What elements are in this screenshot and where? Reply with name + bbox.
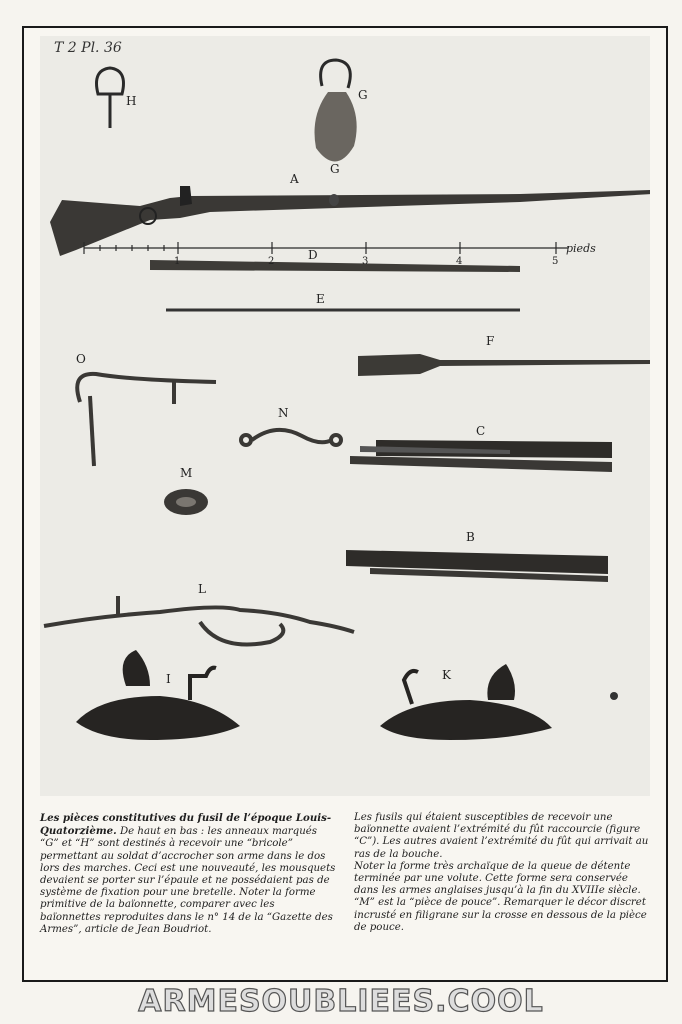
- thumb-plate-m: [164, 489, 208, 515]
- caption-right-paragraph-3: “M” est la “pièce de pouce”. Remarquer le décor discret incrusté en filigrane sur la crosse en dessous de la pièce de pouce.: [354, 897, 647, 933]
- scale-tick-2: 2: [268, 256, 275, 267]
- plate-reference: T 2 Pl. 36: [54, 40, 122, 56]
- forestock-c: [350, 440, 612, 472]
- magazine-page: [22, 26, 668, 982]
- caption-right-column: [354, 812, 650, 970]
- lock-i: [76, 650, 240, 740]
- caption-right-paragraph-1: Les fusils qui étaient susceptibles de recevoir une baïonnette avaient l’extrémité du fût raccourcie (figure “C”). Les autres avaient l’extrémité du fût qui arrivait au ras de la bouche.: [354, 812, 649, 860]
- label-h: H: [126, 94, 137, 108]
- label-g-on-musket: G: [330, 162, 340, 176]
- scale-tick-5: 5: [552, 256, 559, 267]
- swivel-n: [241, 430, 341, 445]
- lock-k: [380, 664, 552, 740]
- forestock-b: [346, 550, 608, 582]
- label-o: O: [76, 352, 86, 366]
- engraving-plate: [40, 36, 650, 796]
- stock-d: [150, 260, 520, 272]
- label-i: I: [166, 672, 171, 686]
- label-c: C: [476, 424, 486, 438]
- label-g: G: [358, 88, 368, 102]
- label-e: E: [316, 292, 325, 306]
- label-n: N: [278, 406, 289, 420]
- engraving-illustration: [40, 36, 650, 796]
- caption-right-paragraph-2: Noter la forme très archaïque de la queue de détente terminée par une volute. Cette forme sera conservée dans les armes anglaises jusqu’à la fin du XVIIIe siècle.: [354, 860, 641, 897]
- watermark: ARMESOUBLIEES.COOL: [138, 984, 544, 1019]
- caption-title: Les pièces constitutives du fusil de l’époque Louis-Quatorzième.: [40, 812, 332, 838]
- label-b: B: [466, 530, 475, 544]
- label-a: A: [290, 172, 299, 186]
- scale-tick-3: 3: [362, 256, 369, 267]
- label-m: M: [180, 466, 193, 480]
- scale-tick-4: 4: [456, 256, 463, 267]
- label-f: F: [486, 334, 495, 348]
- trigger-guard-o: [77, 374, 216, 466]
- scale-tick-1: 1: [174, 256, 181, 267]
- bayonet-f: [358, 354, 650, 376]
- ring-h: [97, 68, 124, 128]
- caption-left-text: De haut en bas : les anneaux marqués “G” et “H” sont destinés à recevoir une “bricole” permettant au soldat d’accrocher son arme dans le dos lors des marches. Ceci est une nouveauté, les mousquets devaient se porter sur l’épaule et ne possédaient pas de système de fixation pour une bretelle. Noter la forme primitive de la baïonnette, comparer avec les baïonnettes reproduites dans le n° 14 de la “Gazette des Armes”, article de Jean Boudriot.: [40, 826, 336, 935]
- label-l: L: [198, 582, 206, 596]
- label-k: K: [442, 668, 451, 682]
- musket-a: [50, 186, 650, 256]
- side-plate-l: [44, 596, 354, 645]
- scale-unit: pieds: [566, 242, 596, 255]
- caption: [40, 812, 650, 970]
- ring-g: [315, 60, 357, 162]
- label-d: D: [308, 248, 318, 262]
- scale-bar: [84, 242, 568, 254]
- caption-left-column: [40, 812, 336, 970]
